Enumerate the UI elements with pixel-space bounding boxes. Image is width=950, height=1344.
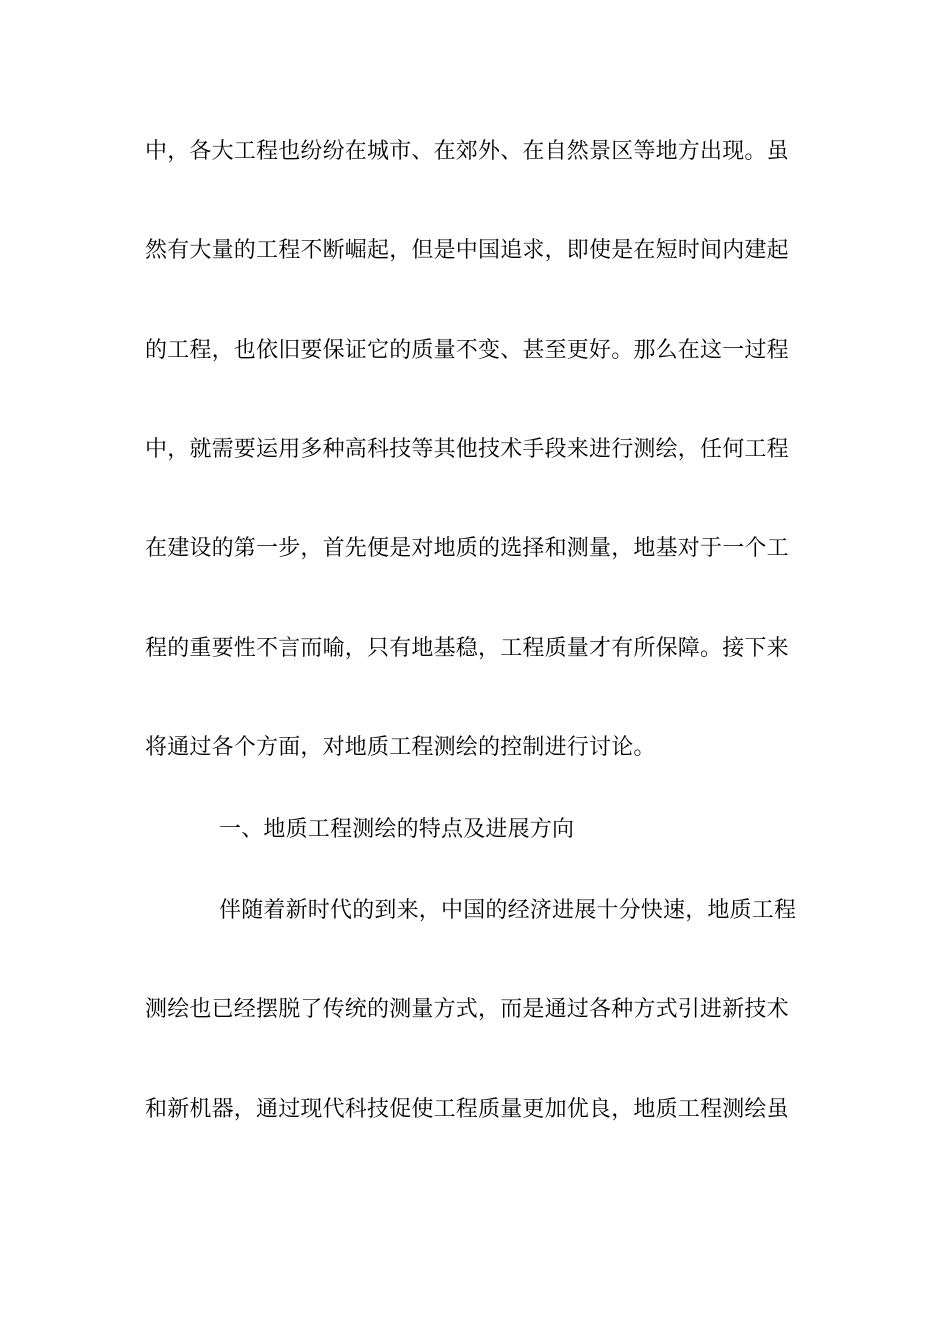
section-heading: 一、地质工程测绘的特点及进展方向 [219, 817, 575, 842]
paragraph-line-1: 中，各大工程也纷纷在城市、在郊外、在自然景区等地方出现。虽 [145, 139, 789, 164]
section-paragraph-line-1: 伴随着新时代的到来，中国的经济进展十分快速，地质工程 [219, 898, 797, 923]
paragraph-line-6: 程的重要性不言而喻，只有地基稳，工程质量才有所保障。接下来 [145, 636, 789, 661]
section-paragraph-line-2: 测绘也已经摆脱了传统的测量方式，而是通过各种方式引进新技术 [145, 997, 789, 1022]
section-paragraph-line-3: 和新机器，通过现代科技促使工程质量更加优良，地质工程测绘虽 [145, 1097, 789, 1122]
paragraph-line-5: 在建设的第一步，首先便是对地质的选择和测量，地基对于一个工 [145, 536, 789, 561]
paragraph-line-2: 然有大量的工程不断崛起，但是中国追求，即使是在短时间内建起 [145, 238, 789, 263]
paragraph-line-7: 将通过各个方面，对地质工程测绘的控制进行讨论。 [145, 735, 656, 760]
paragraph-line-4: 中，就需要运用多种高科技等其他技术手段来进行测绘，任何工程 [145, 437, 789, 462]
paragraph-line-3: 的工程，也依旧要保证它的质量不变、甚至更好。那么在这一过程 [145, 338, 789, 363]
